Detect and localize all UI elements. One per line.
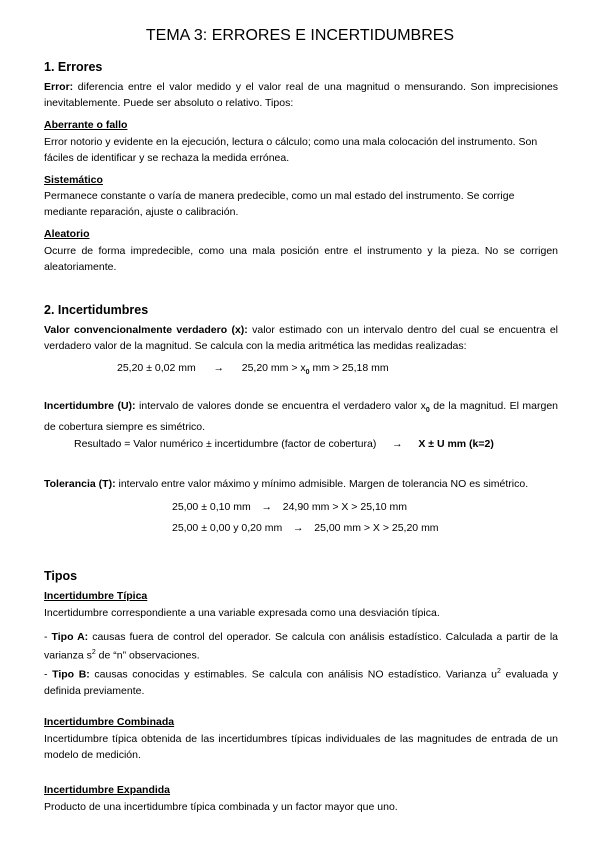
expandida-text: Producto de una incertidumbre típica combinada y un factor mayor que uno. bbox=[44, 801, 398, 813]
section-heading-tipos: Tipos bbox=[44, 569, 78, 583]
resultado-text: Resultado = Valor numérico ± incertidumbre (factor de cobertura) bbox=[74, 438, 377, 450]
resultado-line bbox=[74, 438, 494, 450]
tolerancia-example-1 bbox=[172, 501, 407, 513]
arrow-icon: → bbox=[213, 362, 224, 374]
vcv-label: Valor convencionalmente verdadero (x): bbox=[44, 324, 248, 336]
page-title: TEMA 3: ERRORES E INCERTIDUMBRES bbox=[145, 27, 455, 44]
combinada-text: Incertidumbre típica obtenida de las incertidumbres típicas individuales de las magnitudes de entrada de un modelo de medición. bbox=[44, 733, 558, 761]
tipo-b-label: Tipo B: bbox=[52, 668, 90, 681]
tipo-a-sup: 2 bbox=[91, 649, 96, 656]
tipica-text: Incertidumbre correspondiente a una variable expresada como una desviación típica. bbox=[44, 607, 440, 619]
vcv-example-range-a: 25,20 mm > x bbox=[241, 362, 306, 374]
arrow-icon: → bbox=[293, 522, 304, 534]
tipo-a-text-b: de “n” observaciones. bbox=[95, 649, 200, 662]
tipo-b-item: - Tipo B: causas conocidas y estimables. Se calcula con análisis NO estadístico. Varianza $u^2$ evaluada y definida previamente. bbox=[44, 668, 558, 697]
tipo-a-text-a: causas fuera de control del operador. Se calcula con análisis estadístico. Calculada a partir de la varianza s bbox=[44, 631, 558, 662]
sistematico-text: Permanece constante o varía de manera predecible, como un mal estado del instrumento. Se corrige mediante reparación, ajuste o calibración. bbox=[44, 190, 515, 218]
incertidumbre-definition bbox=[44, 398, 558, 435]
tolerancia-text: intervalo entre valor máximo y mínimo admisible. Margen de tolerancia NO es simétrico. bbox=[115, 478, 529, 490]
vcv-example-value: 25,20 ± 0,02 mm bbox=[117, 362, 196, 374]
error-label: Error: bbox=[44, 81, 74, 93]
tol-example-1-range: 24,90 mm > X > 25,10 mm bbox=[282, 501, 408, 513]
incertidumbre-subscript: 0 bbox=[425, 407, 430, 415]
tol-example-1-value: 25,00 ± 0,10 mm bbox=[172, 501, 251, 513]
tipo-b-text-b: evaluada y definida previamente. bbox=[44, 668, 558, 697]
tipo-a-item: - Tipo A: causas fuera de control del operador. Se calcula con análisis estadístico. Calculada a partir de la varianza $s^2$ de “n” observaciones. bbox=[44, 631, 558, 662]
aleatorio-text: Ocurre de forma impredecible, como una mala posición entre el instrumento y la pieza. No se corrigen aleatoriamente. bbox=[44, 245, 558, 273]
combinada-title: Incertidumbre Combinada bbox=[44, 716, 175, 728]
aberrante-title: Aberrante o fallo bbox=[44, 119, 128, 131]
section-heading-incertidumbres: 2. Incertidumbres bbox=[44, 303, 149, 317]
arrow-icon: → bbox=[261, 501, 272, 513]
tolerancia-example-2 bbox=[172, 522, 439, 534]
vcv-definition bbox=[44, 322, 558, 354]
aleatorio-title: Aleatorio bbox=[44, 228, 90, 240]
tipica-title: Incertidumbre Típica bbox=[44, 590, 148, 602]
arrow-icon: → bbox=[392, 438, 403, 450]
vcv-example-subscript: 0 bbox=[305, 369, 310, 377]
tol-example-2-value: 25,00 ± 0,00 y 0,20 mm bbox=[172, 522, 283, 534]
vcv-example bbox=[117, 362, 389, 376]
resultado-formula: X ± U mm (k=2) bbox=[418, 438, 494, 450]
tipo-b-text-a: causas conocidas y estimables. Se calcula con análisis NO estadístico. Varianza u bbox=[89, 668, 497, 681]
vcv-text: valor estimado con un intervalo dentro del cual se encuentra el verdadero valor de la magnitud. Se calcula con la media aritmética las medidas realizadas: bbox=[44, 324, 558, 352]
incertidumbre-text-a: intervalo de valores donde se encuentra el verdadero valor x bbox=[135, 400, 426, 412]
vcv-example-range-b: mm > 25,18 mm bbox=[309, 362, 389, 374]
error-definition bbox=[44, 79, 558, 111]
incertidumbre-label: Incertidumbre (U): bbox=[44, 400, 136, 412]
tipo-a-label: Tipo A: bbox=[51, 631, 89, 643]
error-text: diferencia entre el valor medido y el valor real de una magnitud o mensurando. Son imprecisiones inevitablemente. Puede ser absoluto o relativo. Tipos: bbox=[44, 81, 558, 109]
tol-example-2-range: 25,00 mm > X > 25,20 mm bbox=[314, 522, 439, 534]
expandida-title: Incertidumbre Expandida bbox=[44, 784, 171, 796]
tipo-b-sup: 2 bbox=[496, 668, 501, 675]
section-heading-errores: 1. Errores bbox=[44, 60, 103, 74]
aberrante-text: Error notorio y evidente en la ejecución, lectura o cálculo; como una mala colocación del instrumento. Son fáciles de identificar y se rechaza la medida errónea. bbox=[44, 136, 538, 164]
tolerancia-label: Tolerancia (T): bbox=[44, 478, 116, 490]
sistematico-title: Sistemático bbox=[44, 174, 103, 186]
incertidumbre-text-b: de la magnitud. El margen de cobertura siempre es simétrico. bbox=[44, 400, 558, 434]
tolerancia-definition bbox=[44, 476, 558, 492]
